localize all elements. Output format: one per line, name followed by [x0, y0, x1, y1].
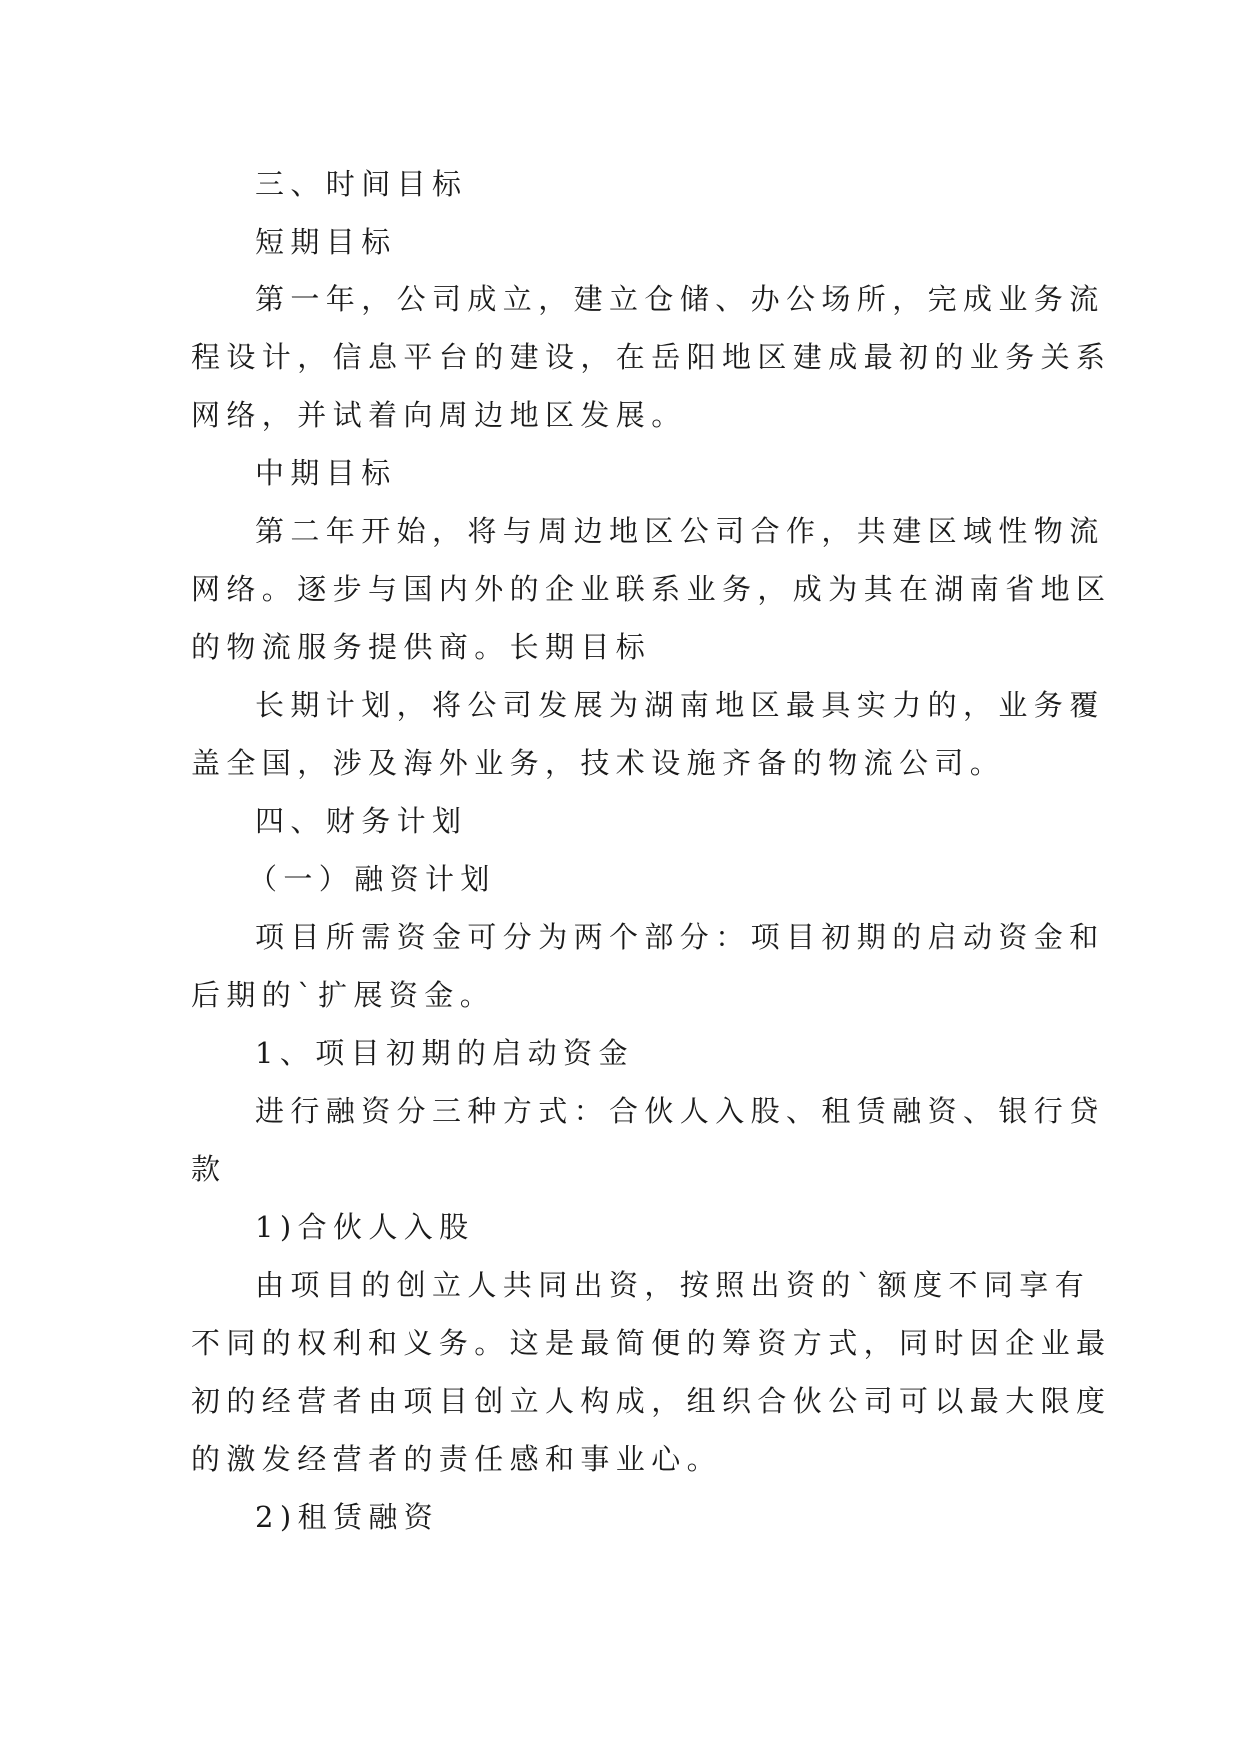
subheading-short-term: 短期目标	[255, 225, 397, 259]
paragraph-line: 盖全国，涉及海外业务，技术设施齐备的物流公司。	[191, 746, 1006, 780]
subheading-partner-equity: 1)合伙人入股	[255, 1210, 475, 1244]
paragraph-line: 长期计划，将公司发展为湖南地区最具实力的，业务覆	[255, 688, 1105, 722]
paragraph-line: 进行融资分三种方式：合伙人入股、租赁融资、银行贷	[255, 1094, 1105, 1128]
paragraph-line: 程设计，信息平台的建设，在岳阳地区建成最初的业务关系	[191, 340, 1112, 374]
paragraph-line: 项目所需资金可分为两个部分：项目初期的启动资金和	[255, 920, 1105, 954]
subheading-initial-funds: 1、项目初期的启动资金	[255, 1036, 634, 1070]
paragraph-line: 第一年，公司成立，建立仓储、办公场所，完成业务流	[255, 282, 1105, 316]
paragraph-line: 网络，并试着向周边地区发展。	[191, 398, 687, 432]
paragraph-line: 由项目的创立人共同出资，按照出资的`额度不同享有	[255, 1268, 1091, 1302]
paragraph-line: 网络。逐步与国内外的企业联系业务，成为其在湖南省地区	[191, 572, 1112, 606]
paragraph-line: 第二年开始，将与周边地区公司合作，共建区域性物流	[255, 514, 1105, 548]
subheading-financing-plan: （一）融资计划	[248, 862, 496, 896]
paragraph-line: 的激发经营者的责任感和事业心。	[191, 1442, 723, 1476]
subheading-lease-financing: 2)租赁融资	[255, 1500, 440, 1534]
section-heading-time-goals: 三、时间目标	[255, 167, 468, 201]
subheading-mid-term: 中期目标	[255, 456, 397, 490]
paragraph-line: 不同的权利和义务。这是最简便的筹资方式，同时因企业最	[191, 1326, 1112, 1360]
paragraph-line: 款	[191, 1152, 227, 1186]
paragraph-line: 后期的`扩展资金。	[191, 978, 496, 1012]
section-heading-financial-plan: 四、财务计划	[255, 804, 468, 838]
paragraph-line: 初的经营者由项目创立人构成，组织合伙公司可以最大限度	[191, 1384, 1112, 1418]
paragraph-line: 的物流服务提供商。长期目标	[191, 630, 652, 664]
